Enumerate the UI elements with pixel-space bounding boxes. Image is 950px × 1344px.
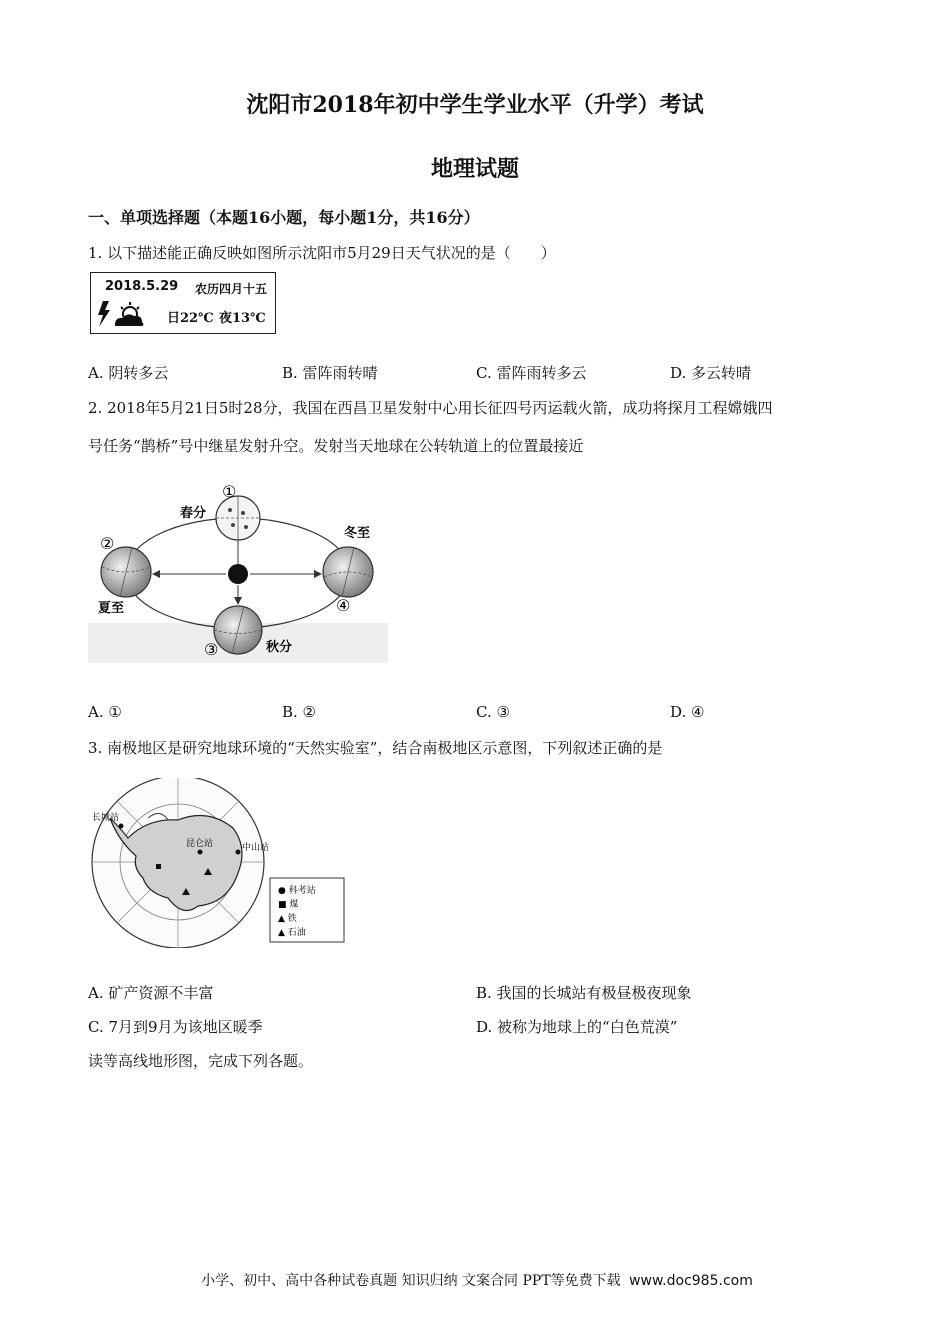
q1-option-d[interactable]: D. 多云转晴 bbox=[670, 364, 752, 382]
q1-option-c[interactable]: C. 雷阵雨转多云 bbox=[476, 364, 587, 382]
q1-weather-card bbox=[90, 272, 276, 334]
q1-stem: 1. 以下描述能正确反映如图所示沈阳市5月29日天气状况的是（ ） bbox=[88, 244, 556, 262]
station-zhongshan-marker bbox=[236, 850, 241, 855]
label-spring: 春分 bbox=[180, 506, 207, 521]
q2-orbit-diagram bbox=[88, 475, 388, 665]
q3-antarctica-map bbox=[88, 778, 348, 948]
q3-option-d[interactable]: D. 被称为地球上的“白色荒漠” bbox=[476, 1018, 678, 1036]
footer-text: 小学、初中、高中各种试卷真题 知识归纳 文案合同 PPT等免费下载 bbox=[201, 1273, 621, 1289]
section-heading: 一、单项选择题（本题16小题，每小题1分，共16分） bbox=[88, 208, 480, 227]
station-changcheng-marker bbox=[119, 824, 124, 829]
q3-option-c[interactable]: C. 7月到9月为该地区暖季 bbox=[88, 1018, 263, 1036]
label-kunlun: 昆仑站 bbox=[186, 839, 214, 849]
sun-icon bbox=[228, 564, 248, 584]
label-summer: 夏至 bbox=[98, 601, 125, 616]
earth-spring-equinox bbox=[216, 496, 260, 540]
exam-subtitle: 地理试题 bbox=[430, 156, 519, 182]
coal-marker bbox=[156, 864, 161, 869]
marker-2: ② bbox=[100, 534, 115, 553]
earth-autumn-equinox bbox=[214, 606, 262, 654]
thunderstorm-cloud-icon bbox=[95, 299, 151, 329]
instruction-text: 读等高线地形图，完成下列各题。 bbox=[88, 1052, 314, 1070]
station-kunlun-marker bbox=[198, 850, 203, 855]
page-footer bbox=[0, 1270, 950, 1290]
legend-iron: ▲ 铁 bbox=[278, 914, 297, 924]
label-autumn: 秋分 bbox=[266, 640, 293, 655]
q1-option-a[interactable]: A. 阴转多云 bbox=[88, 364, 169, 382]
earth-summer-solstice bbox=[101, 547, 151, 597]
weather-night-temp: 夜13℃ bbox=[219, 311, 266, 326]
weather-lunar: 农历四月十五 bbox=[195, 282, 268, 296]
marker-1: ① bbox=[222, 482, 237, 501]
q1-option-b[interactable]: B. 雷阵雨转晴 bbox=[282, 364, 378, 382]
weather-date: 2018.5.29 bbox=[105, 279, 179, 294]
q2-option-b[interactable]: B. ② bbox=[282, 703, 317, 721]
footer-link[interactable]: www.doc985.com bbox=[629, 1273, 753, 1289]
exam-title: 沈阳市2018年初中学生学业水平（升学）考试 bbox=[246, 92, 704, 118]
legend-coal: ■ 煤 bbox=[278, 900, 299, 910]
q3-stem: 3. 南极地区是研究地球环境的“天然实验室”，结合南极地区示意图，下列叙述正确的是 bbox=[88, 739, 663, 757]
q2-stem-line1: 2. 2018年5月21日5时28分，我国在西昌卫星发射中心用长征四号丙运载火箭，成功将探月工程嫦娥四 bbox=[88, 399, 773, 417]
label-zhongshan: 中山站 bbox=[242, 843, 270, 853]
q2-option-d[interactable]: D. ④ bbox=[670, 703, 705, 721]
q2-option-c[interactable]: C. ③ bbox=[476, 703, 510, 721]
earth-winter-solstice bbox=[323, 547, 373, 597]
weather-day-temp: 日22℃ bbox=[167, 311, 214, 326]
q3-option-b[interactable]: B. 我国的长城站有极昼极夜现象 bbox=[476, 984, 692, 1002]
q2-option-a[interactable]: A. ① bbox=[88, 703, 122, 721]
q3-option-a[interactable]: A. 矿产资源不丰富 bbox=[88, 984, 214, 1002]
marker-3: ③ bbox=[204, 640, 219, 659]
legend-oil: ▲ 石油 bbox=[278, 928, 306, 938]
label-changcheng: 长城站 bbox=[92, 813, 120, 823]
label-winter: 冬至 bbox=[344, 526, 371, 541]
marker-4: ④ bbox=[336, 596, 351, 615]
q2-stem-line2: 号任务“鹊桥”号中继星发射升空。发射当天地球在公转轨道上的位置最接近 bbox=[88, 437, 584, 455]
legend-station: ● 科考站 bbox=[278, 886, 316, 896]
